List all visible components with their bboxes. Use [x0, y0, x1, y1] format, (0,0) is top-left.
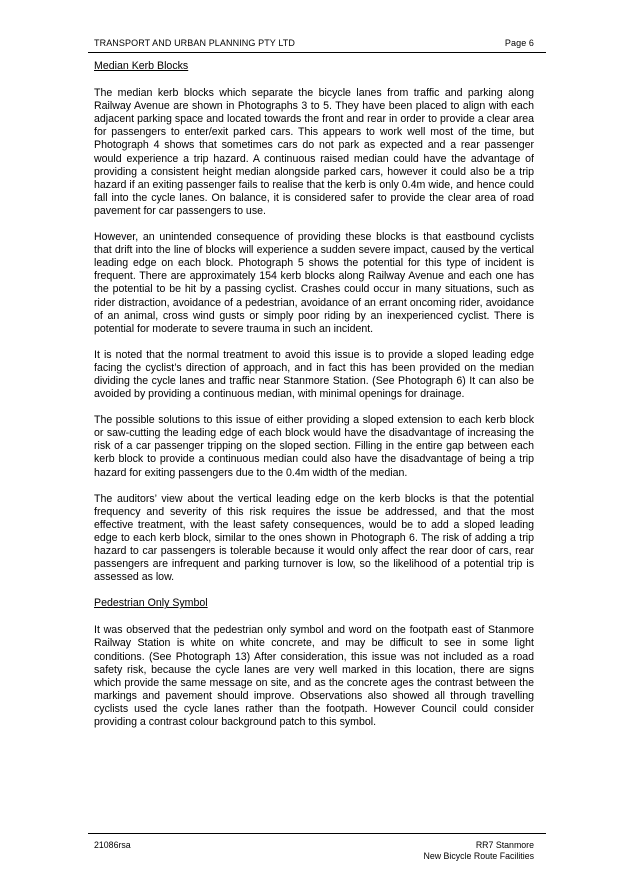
paragraph: The auditors’ view about the vertical leading edge on the kerb blocks is that the potential frequency and severity of this risk requires the issue be addressed, and that the most effective treatment, with the least safety consequences, would be to add a sloped leading edge to each kerb block, similar to the ones shown in Photograph 6. The risk of adding a trip hazard to car passengers is tolerable because it would only affect the rear door of cars, rear passengers are infrequent and parking turnover is low, so the likelihood of a potential trip is assessed as low.	[94, 492, 534, 584]
project-info	[424, 840, 535, 862]
project-name: RR7 Stanmore	[475, 840, 534, 850]
page-header	[94, 38, 534, 52]
project-subtitle: New Bicycle Route Facilities	[423, 851, 534, 861]
section-heading-median-kerb-blocks: Median Kerb Blocks	[94, 60, 189, 72]
document-reference: 21086rsa	[94, 840, 131, 850]
paragraph: The possible solutions to this issue of either providing a sloped extension to each kerb block or saw-cutting the leading edge of each block would have the disadvantage of increasing the risk of a car passenger tripping on the sloped section. Filling in the entire gap between each kerb block to provide a continuous median could also have the disadvantage of being a trip hazard for exiting passengers due to the 0.4m width of the median.	[94, 414, 534, 479]
paragraph: However, an unintended consequence of providing these blocks is that eastbound cyclists that drift into the line of blocks will experience a sudden severe impact, caused by the vertical leading edge on each block. Photograph 5 shows the potential for this type of incident is frequent. There are approximately 154 kerb blocks along Railway Avenue and each one has the potential to be hit by a passing cyclist. Crashes could occur in many situations, such as rider distraction, avoidance of a pedestrian, avoidance of an errant oncoming rider, avoidance of an animal, cross wind gusts or simply poor riding by an inexperienced cyclist. There is potential for moderate to severe trauma in such an incident.	[94, 231, 534, 335]
paragraph: The median kerb blocks which separate the bicycle lanes from traffic and parking along Railway Avenue are shown in Photographs 3 to 5. They have been placed to align with each adjacent parking space and located towards the front and rear in order to provide a clear area for passengers to enter/exit parked cars. This appears to work well most of the time, but Photograph 4 shows that sometimes cars do not park as expected and a rear passenger would experience a trip hazard. A continuous raised median could have the advantage of providing a consistent height median alongside parked cars, however it could also be a trip hazard if an exiting passenger fails to realise that the kerb is only 0.4m wide, and hence could fall into the cycle lanes. On balance, it is considered safer to provide the clear area of road pavement for car passengers to use.	[94, 87, 534, 217]
document-body	[94, 60, 534, 742]
footer-rule	[88, 833, 546, 834]
section-heading-pedestrian-only-symbol: Pedestrian Only Symbol	[94, 597, 208, 610]
header-rule	[88, 52, 546, 53]
company-name: TRANSPORT AND URBAN PLANNING PTY LTD	[94, 38, 295, 48]
paragraph: It was observed that the pedestrian only symbol and word on the footpath east of Stanmore Railway Station is white on white concrete, and may be difficult to see in some light conditions. (See Photograph 13) After consideration, this issue was not included as a road safety risk, because the cycle lanes are very well marked in this location, there are signs which provide the same message on site, and as the concrete ages the contrast between the markings and pavement should improve. Observations also showed all through travelling cyclists used the cycle lanes rather than the footpath. However Council could consider providing a contrast colour background patch to this symbol.	[94, 624, 534, 729]
paragraph: It is noted that the normal treatment to avoid this issue is to provide a sloped leading edge facing the cyclist’s direction of approach, and in fact this has been provided on the median dividing the cycle lanes and traffic near Stanmore Station. (See Photograph 6) It can also be avoided by providing a continuous median, with minimal openings for drainage.	[94, 348, 534, 401]
page-number: Page 6	[504, 38, 534, 48]
